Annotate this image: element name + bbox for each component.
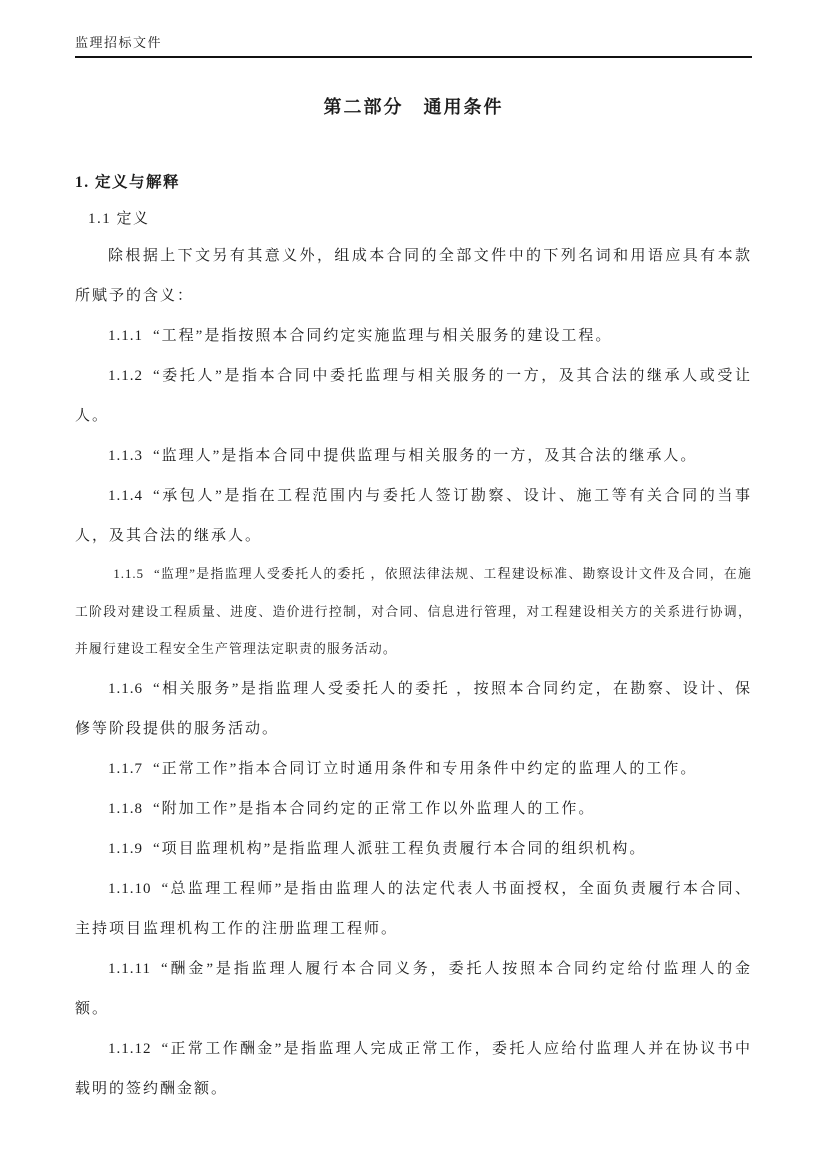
clause-number: 1.1.1 — [108, 328, 143, 344]
clause-1-1-6 — [75, 669, 752, 749]
clause-text: “正常工作酬金”是指监理人完成正常工作，委托人应给付监理人并在协议书中载明的签约酬金额。 — [75, 1040, 752, 1097]
clause-1-1-3 — [75, 436, 752, 476]
sub-heading: 1.1 定义 — [88, 211, 150, 227]
section-heading: 1. 定义与解释 — [75, 174, 181, 191]
clause-text: “工程”是指按照本合同约定实施监理与相关服务的建设工程。 — [153, 328, 613, 344]
clause-number: 1.1.2 — [108, 368, 143, 384]
page-title: 第二部分 通用条件 — [323, 97, 504, 117]
clause-text: “监理人”是指本合同中提供监理与相关服务的一方，及其合法的继承人。 — [153, 448, 698, 464]
clause-1-1-1 — [75, 316, 752, 356]
clause-number: 1.1.3 — [108, 448, 143, 464]
clause-number: 1.1.5 — [113, 567, 144, 581]
clause-1-1-11 — [75, 949, 752, 1029]
intro-paragraph: 除根据上下文另有其意义外，组成本合同的全部文件中的下列名词和用语应具有本款所赋予的含义： — [75, 248, 752, 304]
clause-number: 1.1.6 — [108, 680, 143, 697]
clause-number: 1.1.11 — [108, 960, 151, 977]
clause-text: “监理”是指监理人受委托人的委托 ，依照法律法规、工程建设标准、勘察设计文件及合同，在施工阶段对建设工程质量、进度、造价进行控制，对合同、信息进行管理，对工程建设相关方的关系进行协调，并履行建设工程安全生产管理法定职责的服务活动。 — [75, 567, 752, 656]
clause-1-1-2 — [75, 356, 752, 436]
clause-text: “委托人”是指本合同中委托监理与相关服务的一方，及其合法的继承人或受让人。 — [75, 368, 752, 424]
clause-text: “附加工作”是指本合同约定的正常工作以外监理人的工作。 — [153, 800, 596, 817]
clause-number: 1.1.8 — [108, 800, 143, 817]
clause-text: “总监理工程师”是指由监理人的法定代表人书面授权，全面负责履行本合同、主持项目监理机构工作的注册监理工程师。 — [75, 880, 752, 937]
clause-number: 1.1.9 — [108, 840, 143, 857]
clause-1-1-8 — [75, 789, 752, 829]
clause-text: “酬金”是指监理人履行本合同义务，委托人按照本合同约定给付监理人的金额。 — [75, 960, 752, 1017]
clause-1-1-12 — [75, 1029, 752, 1109]
clause-text: “承包人”是指在工程范围内与委托人签订勘察、设计、施工等有关合同的当事人，及其合法的继承人。 — [75, 488, 752, 544]
clause-1-1-5 — [75, 556, 752, 669]
clause-1-1-10 — [75, 869, 752, 949]
clause-text: “正常工作”指本合同订立时通用条件和专用条件中约定的监理人的工作。 — [153, 760, 698, 777]
clause-1-1-4 — [75, 476, 752, 556]
clause-1-1-9 — [75, 829, 752, 869]
clause-1-1-7 — [75, 749, 752, 789]
header-doc-label: 监理招标文件 — [75, 35, 163, 50]
clause-number: 1.1.12 — [108, 1040, 152, 1057]
clause-number: 1.1.10 — [108, 880, 152, 897]
clause-text: “项目监理机构”是指监理人派驻工程负责履行本合同的组织机构。 — [153, 840, 647, 857]
clause-number: 1.1.4 — [108, 488, 143, 504]
clause-text: “相关服务”是指监理人受委托人的委托 ，按照本合同约定，在勘察、设计、保修等阶段提供的服务活动。 — [75, 680, 752, 737]
page-header — [75, 33, 752, 58]
clause-number: 1.1.7 — [108, 760, 143, 777]
